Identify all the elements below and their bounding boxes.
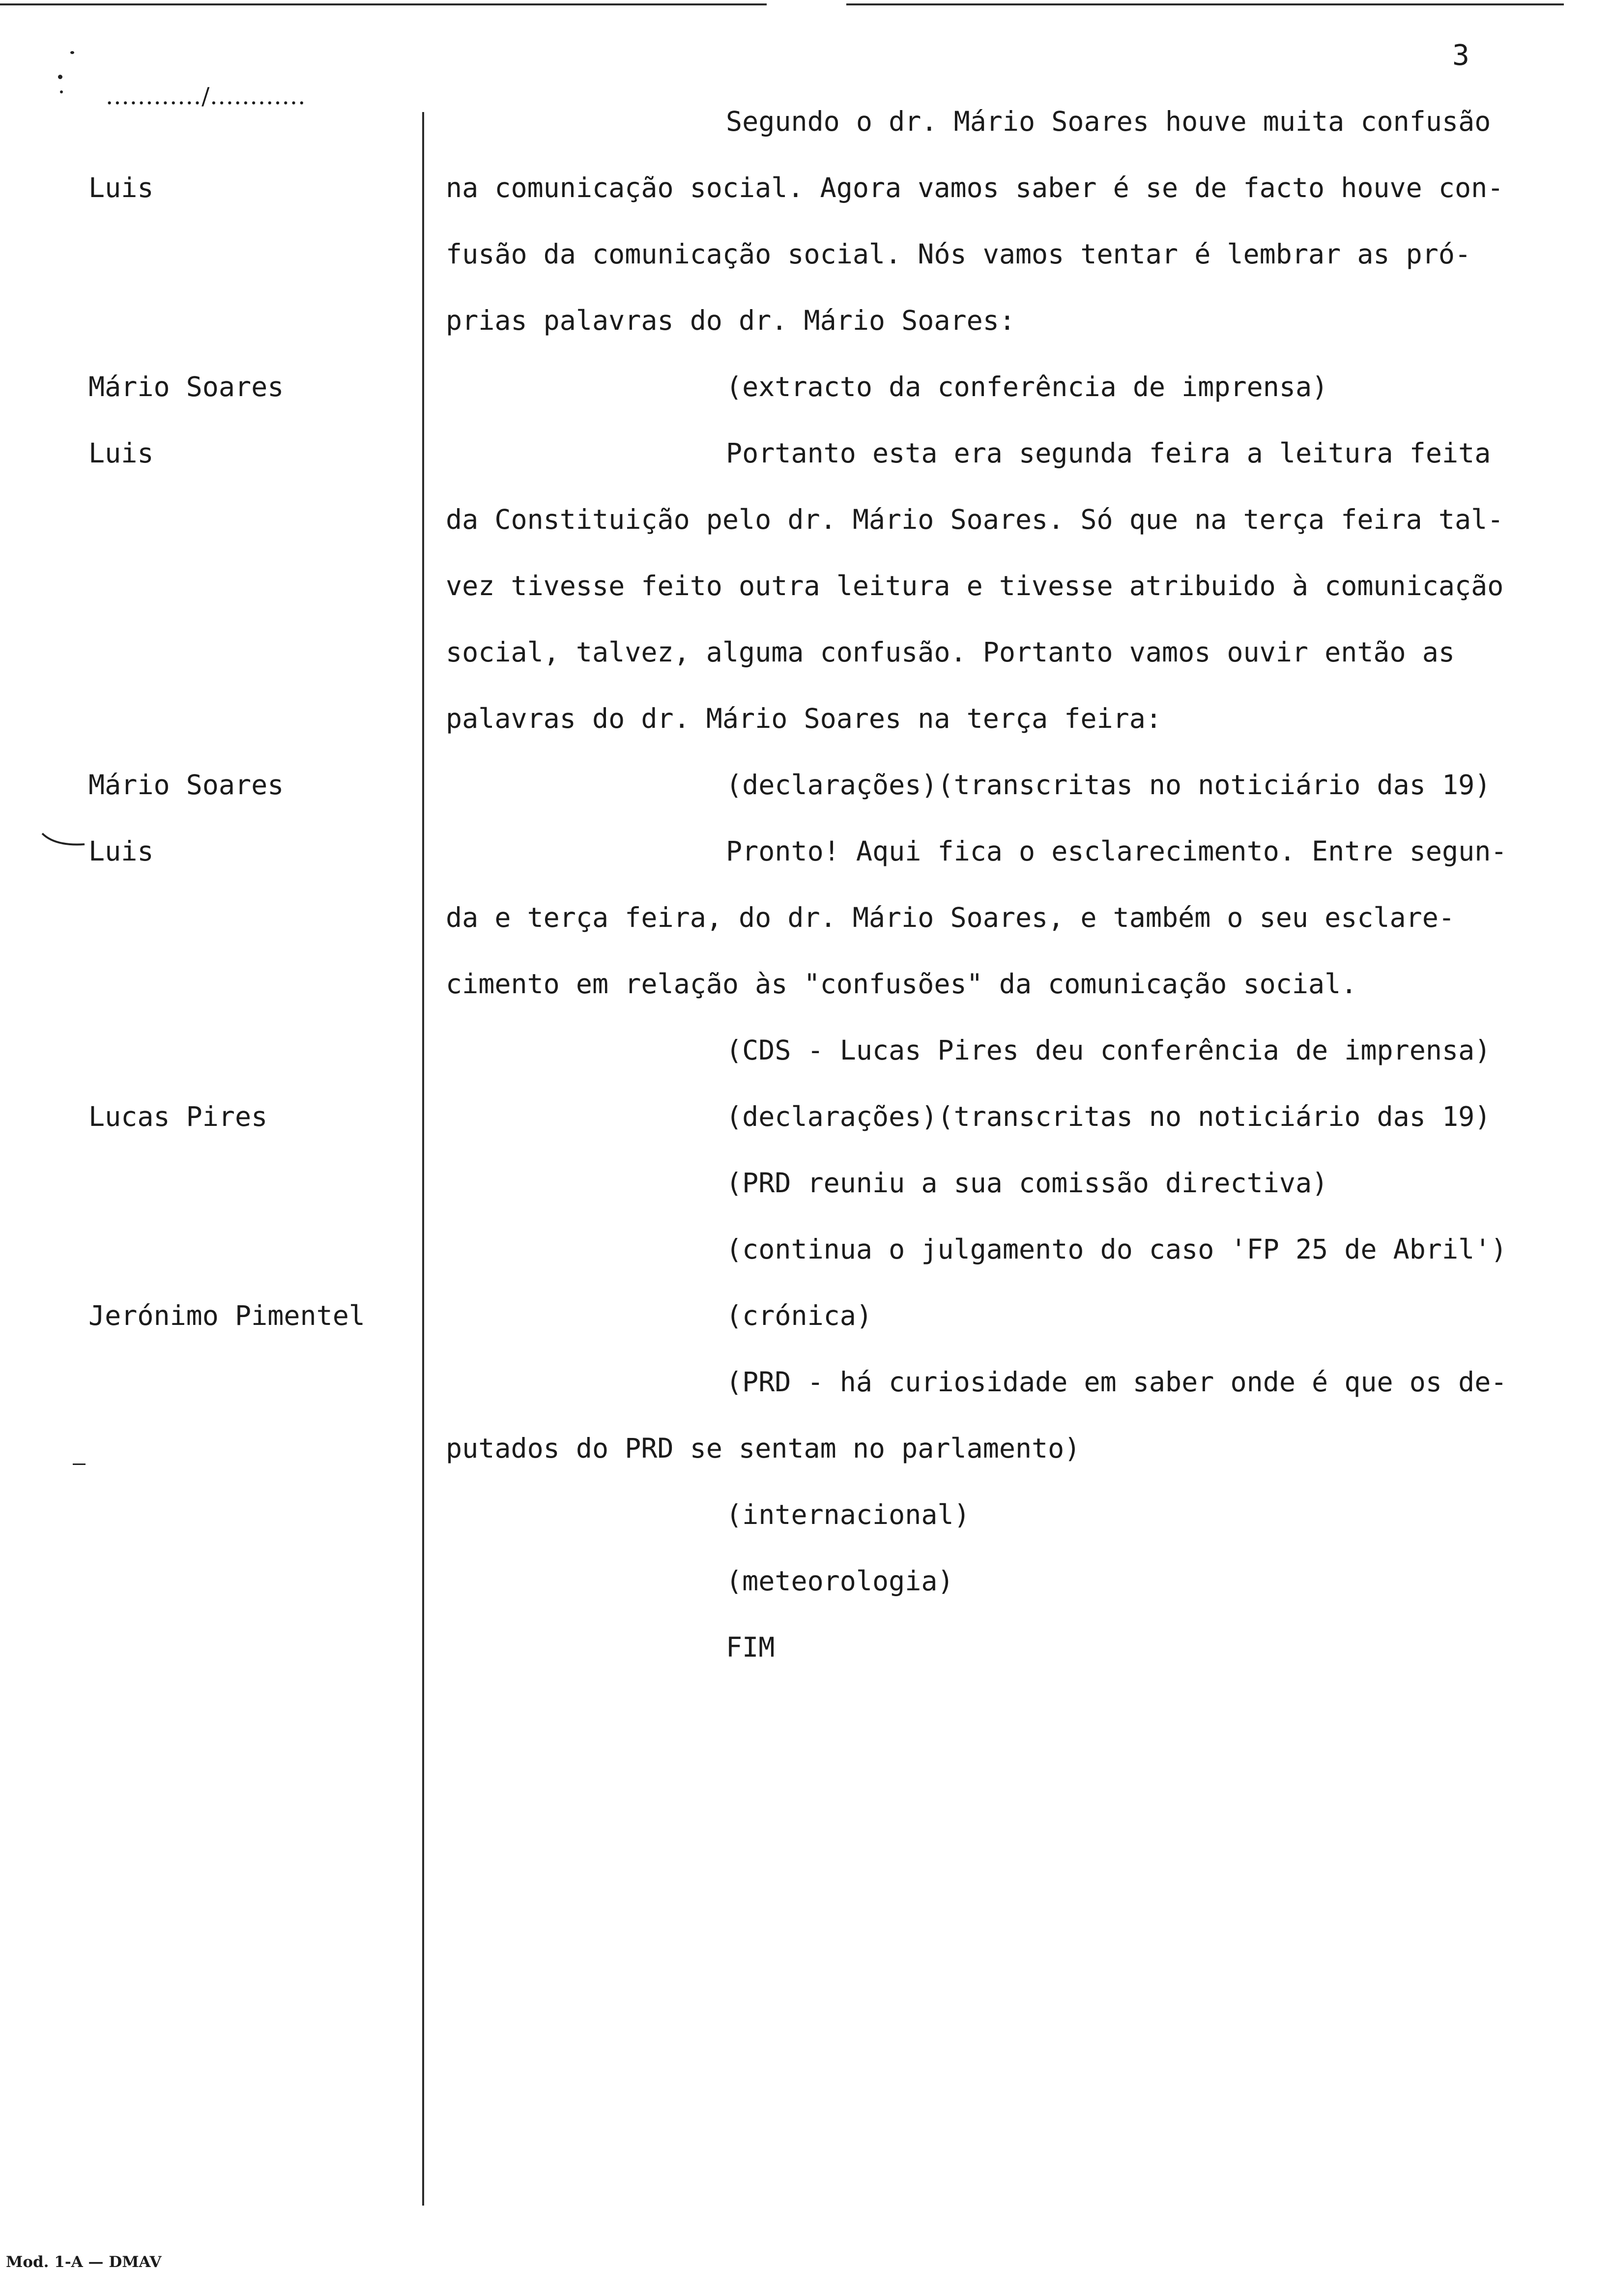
body-line: Pronto! Aqui fica o esclarecimento. Entre segun-: [726, 835, 1507, 867]
body-line: social, talvez, alguma confusão. Portanto vamos ouvir então as: [446, 636, 1455, 668]
body-line-end: FIM: [726, 1632, 775, 1663]
body-line: (declarações)(transcritas no noticiário das 19): [726, 1101, 1491, 1132]
speaker-mario-soares: Mário Soares: [88, 769, 284, 801]
ink-mark: [73, 1464, 86, 1465]
body-line: (continua o julgamento do caso 'FP 25 de Abril'): [726, 1234, 1507, 1265]
ink-mark: [60, 90, 63, 93]
body-line: (extracto da conferência de imprensa): [726, 371, 1328, 402]
form-footer: Mod. 1-A — DMAV: [6, 2253, 162, 2271]
body-line: prias palavras do dr. Mário Soares:: [446, 305, 1015, 336]
body-line: Segundo o dr. Mário Soares houve muita confusão: [726, 106, 1491, 137]
ink-mark: [70, 51, 74, 54]
body-line: fusão da comunicação social. Nós vamos tentar é lembrar as pró-: [446, 238, 1471, 270]
body-line: (crónica): [726, 1300, 873, 1331]
body-line: (internacional): [726, 1499, 970, 1530]
speaker-luis: Luis: [88, 172, 154, 203]
body-line: da Constituição pelo dr. Mário Soares. Só que na terça feira tal-: [446, 504, 1504, 535]
body-line: (declarações)(transcritas no noticiário das 19): [726, 769, 1491, 801]
body-line: (meteorologia): [726, 1565, 954, 1597]
speaker-lucas-pires: Lucas Pires: [88, 1101, 268, 1132]
page-number: 3: [1452, 38, 1469, 72]
body-line: Portanto esta era segunda feira a leitura feita: [726, 437, 1491, 469]
reference-field: ............/............: [106, 83, 306, 110]
speaker-luis: Luis: [88, 437, 154, 469]
speaker-mario-soares: Mário Soares: [88, 371, 284, 402]
body-line: (PRD - há curiosidade em saber onde é que os de-: [726, 1366, 1507, 1398]
body-line: cimento em relação às "confusões" da comunicação social.: [446, 968, 1357, 1000]
body-line: (PRD reuniu a sua comissão directiva): [726, 1167, 1328, 1199]
speaker-luis: Luis: [88, 835, 154, 867]
top-rule-left: [0, 3, 767, 5]
column-divider: [422, 112, 424, 2206]
speaker-jeronimo-pimentel: Jerónimo Pimentel: [88, 1300, 365, 1331]
top-rule-right: [846, 3, 1564, 5]
margin-mark: [40, 832, 94, 851]
body-line: da e terça feira, do dr. Mário Soares, e também o seu esclare-: [446, 902, 1455, 933]
body-line: na comunicação social. Agora vamos saber é se de facto houve con-: [446, 172, 1504, 203]
body-line: palavras do dr. Mário Soares na terça feira:: [446, 703, 1162, 734]
body-line: putados do PRD se sentam no parlamento): [446, 1433, 1081, 1464]
body-line: (CDS - Lucas Pires deu conferência de imprensa): [726, 1034, 1491, 1066]
body-line: vez tivesse feito outra leitura e tivesse atribuido à comunicação: [446, 570, 1504, 602]
ink-mark: [58, 75, 62, 79]
